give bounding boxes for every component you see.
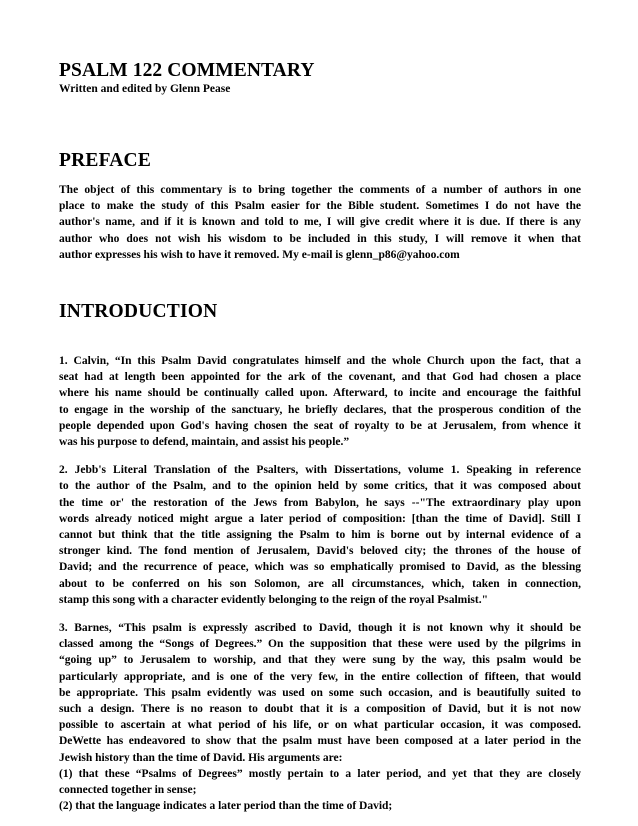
text-line: 2. Jebb's Literal Translation of the Psalters, with Dissertations, volume 1. Speaking in reference <box>59 464 581 477</box>
introduction-heading: INTRODUCTION <box>59 301 218 323</box>
text-line: words already noticed might argue a later period of composition: [than the time of David]. Still I <box>59 512 581 525</box>
text-line: particularly appropriate, and is one of the very few, in the entire collection of fifteen, that would <box>59 670 581 683</box>
text-line: 1. Calvin, “In this Psalm David congratulates himself and the whole Church upon the fact, that a <box>59 355 581 368</box>
commentary-paragraph-jebb <box>59 462 581 608</box>
text-line: author who does not wish his wisdom to be included in this study, I will remove it when that <box>59 232 581 245</box>
text-line: stamp this song with a character evidently belonging to the reign of the royal Psalmist." <box>59 593 488 606</box>
text-line: (1) that these “Psalms of Degrees” mostly pertain to a later period, and yet that they are closely <box>59 767 581 780</box>
commentary-paragraph-calvin <box>59 353 581 450</box>
text-line: “going up” to Jerusalem to worship, and that they were sung by the way, this psalm would be <box>59 654 581 667</box>
text-line: David; and the recurrence of peace, which was so emphatically promised to David, as the blessing <box>59 561 581 574</box>
text-line: cannot but think that the title assigning the Psalm to him is borne out by internal evidence of a <box>59 529 581 542</box>
document-page <box>59 60 581 815</box>
text-line: the time or' the restoration of the Jews from Babylon, he says --"The extraordinary play upon <box>59 496 581 509</box>
commentary-paragraph-barnes <box>59 620 581 814</box>
preface-paragraph <box>59 182 581 263</box>
text-line: to engage in the worship of the sanctuary, he briefly declares, that the prosperous condition of the <box>59 403 581 416</box>
text-line: seat had at length been appointed for the ark of the covenant, and that God had chosen a place <box>59 371 581 384</box>
text-line: author expresses his wish to have it removed. My e-mail is glenn_p86@yahoo.com <box>59 248 460 261</box>
text-line: stronger kind. The fond mention of Jerusalem, David's beloved city; the thrones of the house of <box>59 545 581 558</box>
text-line: Jewish history than the time of David. His arguments are: <box>59 751 343 764</box>
text-line: The object of this commentary is to bring together the comments of a number of authors in one <box>59 184 581 196</box>
text-line: (2) that the language indicates a later period than the time of David; <box>59 800 393 813</box>
text-line: place to make the study of this Psalm easier for the Bible student. Sometimes I do not have the <box>59 200 581 213</box>
text-line: about to be conferred on his son Solomon, are all circumstances, which, taken in connection, <box>59 577 581 590</box>
text-line: author's name, and if it is known and told to me, I will give credit where it is due. If there is any <box>59 216 581 229</box>
text-line: possible to ascertain at what period of his life, or on what particular occasion, it was composed. <box>59 719 581 732</box>
text-line: DeWette has endeavored to show that the psalm must have been composed at a later period in the <box>59 735 581 748</box>
text-line: be appropriate. This psalm evidently was used on some such occasion, and is beautifully suited to <box>59 686 581 699</box>
text-line: was his purpose to defend, maintain, and assist his people.” <box>59 436 350 449</box>
document-title: PSALM 122 COMMENTARY <box>59 60 315 81</box>
text-line: 3. Barnes, “This psalm is expressly ascribed to David, though it is not known why it should be <box>59 622 581 635</box>
text-line: such a design. There is no reason to doubt that it is a composition of David, but it is not now <box>59 703 581 716</box>
text-line: classed among the “Songs of Degrees.” On the supposition that these were used by the pilgrims in <box>59 638 581 651</box>
text-line: people depended upon God's having chosen the seat of royalty to be at Jerusalem, from whence it <box>59 419 581 432</box>
preface-heading: PREFACE <box>59 150 152 171</box>
text-line: where his name should be continually called upon. Afterward, to incite and encourage the faithful <box>59 387 581 400</box>
document-byline: Written and edited by Glenn Pease <box>59 83 231 95</box>
text-line: connected together in sense; <box>59 784 197 797</box>
text-line: to the author of the Psalm, and to the opinion held by some critics, that it was composed about <box>59 480 581 493</box>
